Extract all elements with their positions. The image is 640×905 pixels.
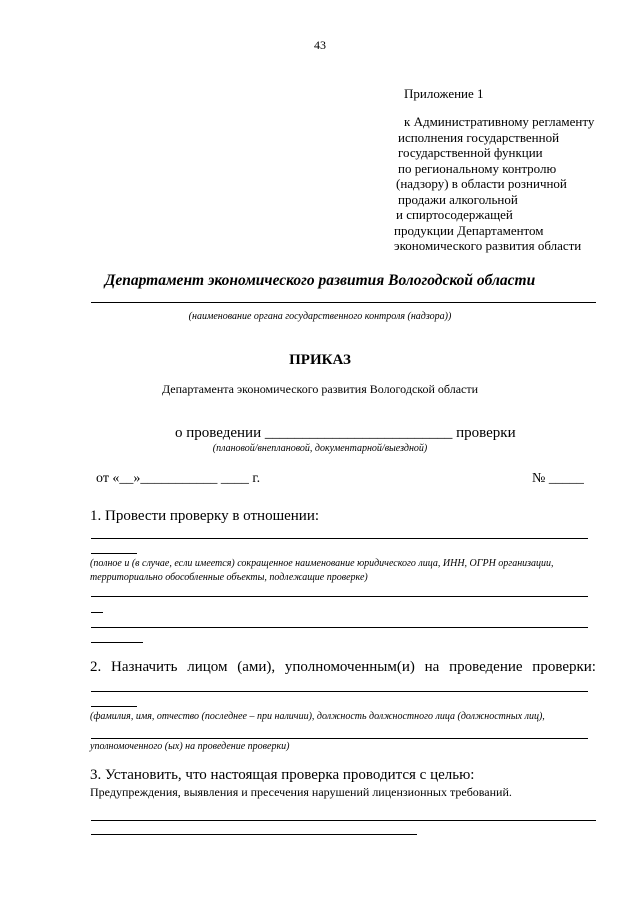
item-3-text: 3. Установить, что настоящая проверка проводится с целью: xyxy=(90,767,475,783)
appendix-line: и спиртосодержащей xyxy=(396,207,513,222)
organization-caption: (наименование органа государственного контроля (надзора)) xyxy=(188,311,452,322)
item-1-caption-line: территориально обособленные объекты, подлежащие проверке) xyxy=(90,572,368,583)
org-name-underline xyxy=(91,302,596,303)
item-3-fill-line-short xyxy=(91,834,417,835)
item-1-fill-line xyxy=(91,596,588,597)
appendix-line: по региональному контролю xyxy=(398,160,557,176)
appendix-line: (надзору) в области розничной xyxy=(396,176,567,191)
item-1-fill-line-short xyxy=(91,553,137,554)
item-2-fill-line-short xyxy=(91,706,137,707)
appendix-line: экономического развития области xyxy=(394,238,582,253)
conduct-caption: (плановой/внеплановой, документарной/выездной) xyxy=(212,443,428,454)
item-1-fill-line xyxy=(91,627,588,628)
order-subtitle: Департамента экономического развития Вологодской области xyxy=(161,382,479,396)
appendix-reference xyxy=(392,114,594,254)
conduct-line: о проведении _________________________ проверки xyxy=(175,425,516,441)
appendix-line: продукции Департаментом xyxy=(394,222,544,238)
item-1-caption xyxy=(90,557,554,585)
item-2-fill-line xyxy=(91,738,588,739)
organization-name: Департамент экономического развития Вологодской области xyxy=(104,272,536,289)
appendix-title: Приложение 1 xyxy=(404,86,484,101)
item-1-caption-line: (полное и (в случае, если имеется) сокращенное наименование юридического лица, ИНН, ОГРН организации, xyxy=(90,558,554,569)
item-2-fill-line xyxy=(91,691,588,692)
order-number: № _____ xyxy=(532,471,584,486)
item-1-fill-line xyxy=(91,538,588,539)
order-title: ПРИКАЗ xyxy=(289,352,351,368)
page-number: 43 xyxy=(314,38,326,52)
item-2-caption-2: уполномоченного (ых) на проведение проверки) xyxy=(90,741,290,752)
appendix-line: исполнения государственной xyxy=(398,129,560,145)
item-2-text: 2. Назначить лицом (ами), уполномоченным(и) на проведение проверки: xyxy=(90,659,596,675)
appendix-line: к Административному регламенту xyxy=(404,114,595,129)
appendix-line: продажи алкогольной xyxy=(398,191,518,207)
item-2-caption: (фамилия, имя, отчество (последнее – при наличии), должность должностного лица (должностных лиц), xyxy=(90,711,545,722)
order-date: от «__»___________ ____ г. xyxy=(96,471,261,486)
appendix-line: государственной функции xyxy=(398,145,543,160)
item-1-text: 1. Провести проверку в отношении: xyxy=(90,508,320,524)
item-1-fill-line-short xyxy=(91,642,143,643)
item-3-value: Предупреждения, выявления и пресечения нарушений лицензионных требований. xyxy=(90,785,512,799)
item-3-fill-line xyxy=(91,820,596,821)
item-1-fill-line-short xyxy=(91,612,103,613)
